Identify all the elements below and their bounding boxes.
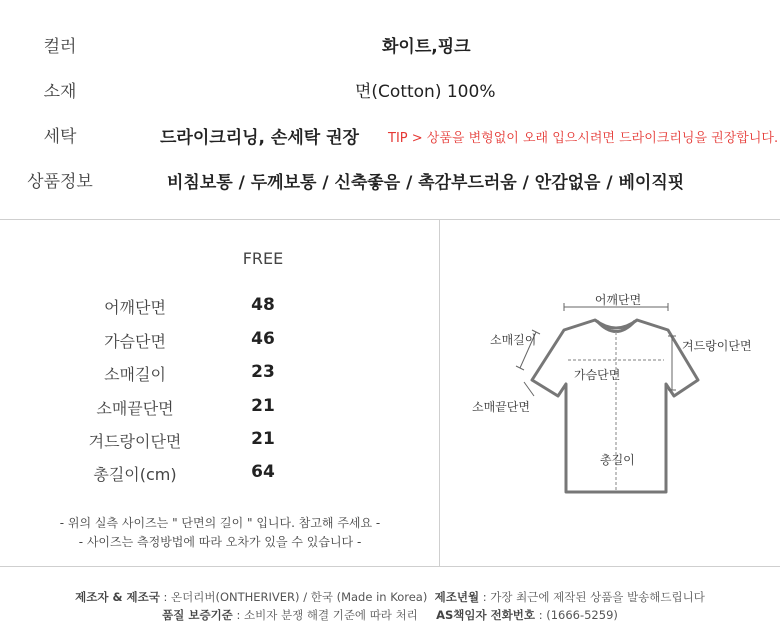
diagram-label-sleeve-end: 소매끝단면 — [472, 400, 530, 414]
footer-line1 — [0, 589, 780, 605]
maker-value: : 온더리버(ONTHERIVER) / 한국 (Made in Korea) — [163, 590, 428, 604]
maker-label: 제조자 & 제조국 — [75, 590, 160, 604]
size-row-label: 소매끝단면 — [96, 399, 174, 418]
date-value: : 가장 최근에 제작된 상품을 발송해드립니다 — [482, 590, 705, 604]
diagram-label-armpit: 겨드랑이단면 — [682, 339, 752, 353]
wash-tip: TIP > 상품을 변형없이 오래 입으시려면 드라이크리닝을 권장합니다. — [388, 131, 779, 146]
footer-line2 — [0, 607, 780, 623]
size-row-value: 48 — [251, 295, 275, 315]
product-info-value: 비침보통 / 두께보통 / 신축좋음 / 촉감부드러움 / 안감없음 / 베이직핏 — [167, 173, 685, 193]
diagram-label-chest: 가슴단면 — [574, 368, 621, 382]
color-label: 컬러 — [43, 37, 77, 57]
wash-label: 세탁 — [43, 127, 77, 147]
size-row-label: 총길이(cm) — [93, 465, 177, 484]
size-note-line2: - 사이즈는 측정방법에 따라 오차가 있을 수 있습니다 - — [78, 535, 362, 549]
size-header-free: FREE — [242, 249, 284, 268]
wash-value: 드라이크리닝, 손세탁 권장 — [160, 128, 359, 148]
date-label: 제조년월 — [434, 590, 480, 604]
size-row-value: 64 — [251, 462, 275, 482]
size-row-value: 23 — [251, 362, 275, 382]
material-value: 면(Cotton) 100% — [355, 82, 496, 102]
diagram-label-total-length: 총길이 — [600, 453, 635, 467]
warranty-label: 품질 보증기준 — [162, 608, 233, 622]
diagram-label-shoulder: 어깨단면 — [594, 293, 642, 307]
as-label: AS책임자 전화번호 — [436, 608, 536, 622]
divider-bottom — [0, 566, 780, 567]
size-row-value: 46 — [251, 329, 275, 349]
size-row-label: 가슴단면 — [104, 332, 166, 351]
size-note-line1: - 위의 실측 사이즈는 " 단면의 길이 " 입니다. 참고해 주세요 - — [59, 516, 381, 530]
as-value: : (1666-5259) — [538, 608, 618, 622]
size-row-label: 겨드랑이단면 — [88, 432, 182, 451]
size-row-value: 21 — [251, 429, 275, 449]
tshirt-measurement-diagram — [440, 220, 780, 566]
material-label: 소재 — [43, 82, 77, 102]
color-value: 화이트,핑크 — [382, 37, 471, 57]
warranty-value: : 소비자 분쟁 해결 기준에 따라 처리 — [236, 608, 418, 622]
product-info-label: 상품정보 — [27, 172, 93, 192]
size-row-label: 어깨단면 — [104, 298, 166, 317]
size-row-label: 소매길이 — [104, 365, 166, 384]
diagram-label-sleeve-length: 소매길이 — [490, 333, 537, 347]
size-row-value: 21 — [251, 396, 275, 416]
